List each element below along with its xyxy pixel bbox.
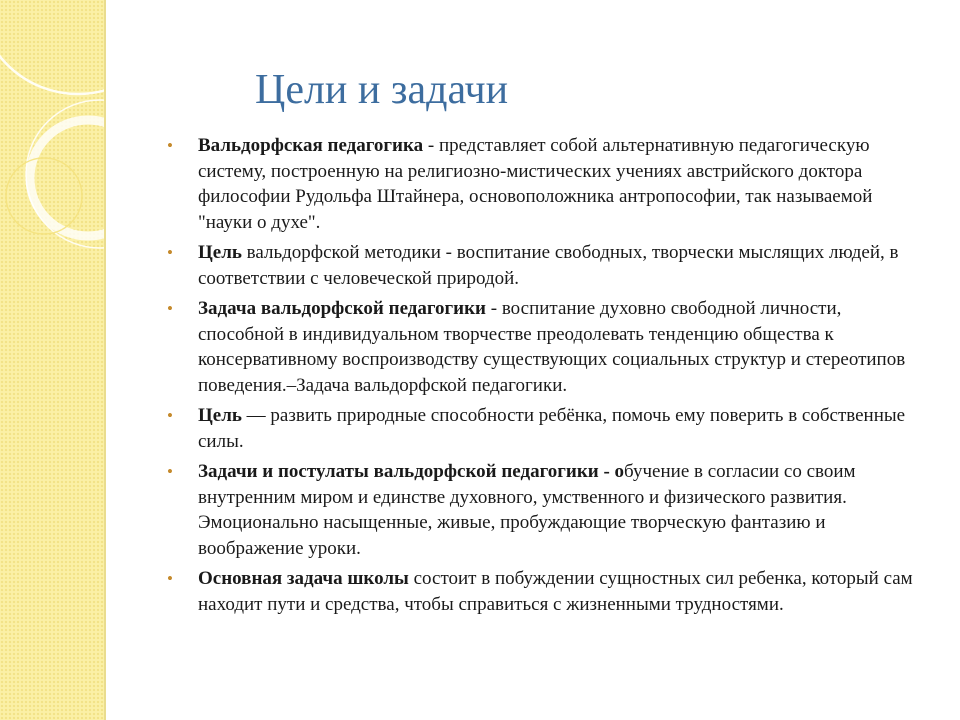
bullet-text: — развить природные способности ребёнка, помочь ему поверить в собственные силы. [198, 405, 906, 452]
bullet-marker: • [167, 569, 173, 588]
bullet-item [167, 566, 927, 617]
bullet-strong-text: Задачи и постулаты вальдорфской педагогики - о [198, 461, 625, 482]
bullet-item [167, 240, 927, 291]
decor-circle-top [0, 0, 106, 94]
decorative-circles [0, 0, 106, 720]
bullet-strong-text: Цель [198, 405, 242, 426]
bullet-text: состоит в побуждении сущностных сил ребенка, который сам находит пути и средства, чтобы справиться с жизненными трудностями. [198, 568, 913, 615]
bullet-item [167, 133, 927, 235]
bullet-text: - представляет собой альтернативную педагогическую систему, построенную на религиозно-мистических учениях австрийского доктора философии Рудольфа Штайнера, основоположника антропософии, так называемой "науки о духе". [198, 135, 873, 233]
bullet-strong-text: Цель [198, 242, 242, 263]
bullet-strong-text: Вальдорфская педагогика [198, 135, 424, 156]
bullet-marker: • [167, 299, 173, 318]
decorative-side-panel [0, 0, 106, 720]
bullet-marker: • [167, 243, 173, 262]
bullet-text: бучение в согласии со своим внутренним миром и единстве духовного, умственного и физического развития. Эмоционально насыщенные, живые, пробуждающие творческую фантазию и воображение уроки. [198, 461, 856, 559]
bullet-marker: • [167, 462, 173, 481]
bullet-item [167, 296, 927, 398]
bullet-list [167, 133, 927, 622]
panel-edge [104, 0, 106, 720]
bullet-text: - воспитание духовно свободной личности, способной в индивидуальном творчестве преодолевать тенденцию общества к консервативному воспроизводству существующих социальных структур и стереотипов поведения.–Задача вальдорфской педагогики. [198, 298, 906, 396]
bullet-item [167, 403, 927, 454]
bullet-text: вальдорфской методики - воспитание свободных, творчески мыслящих людей, в соответствии с человеческой природой. [198, 242, 899, 289]
bullet-strong-text: Задача вальдорфской педагогики [198, 298, 486, 319]
bullet-marker: • [167, 136, 173, 155]
slide-title: Цели и задачи [255, 67, 509, 113]
bullet-item [167, 459, 927, 561]
bullet-strong-text: Основная задача школы [198, 568, 409, 589]
bullet-marker: • [167, 406, 173, 425]
